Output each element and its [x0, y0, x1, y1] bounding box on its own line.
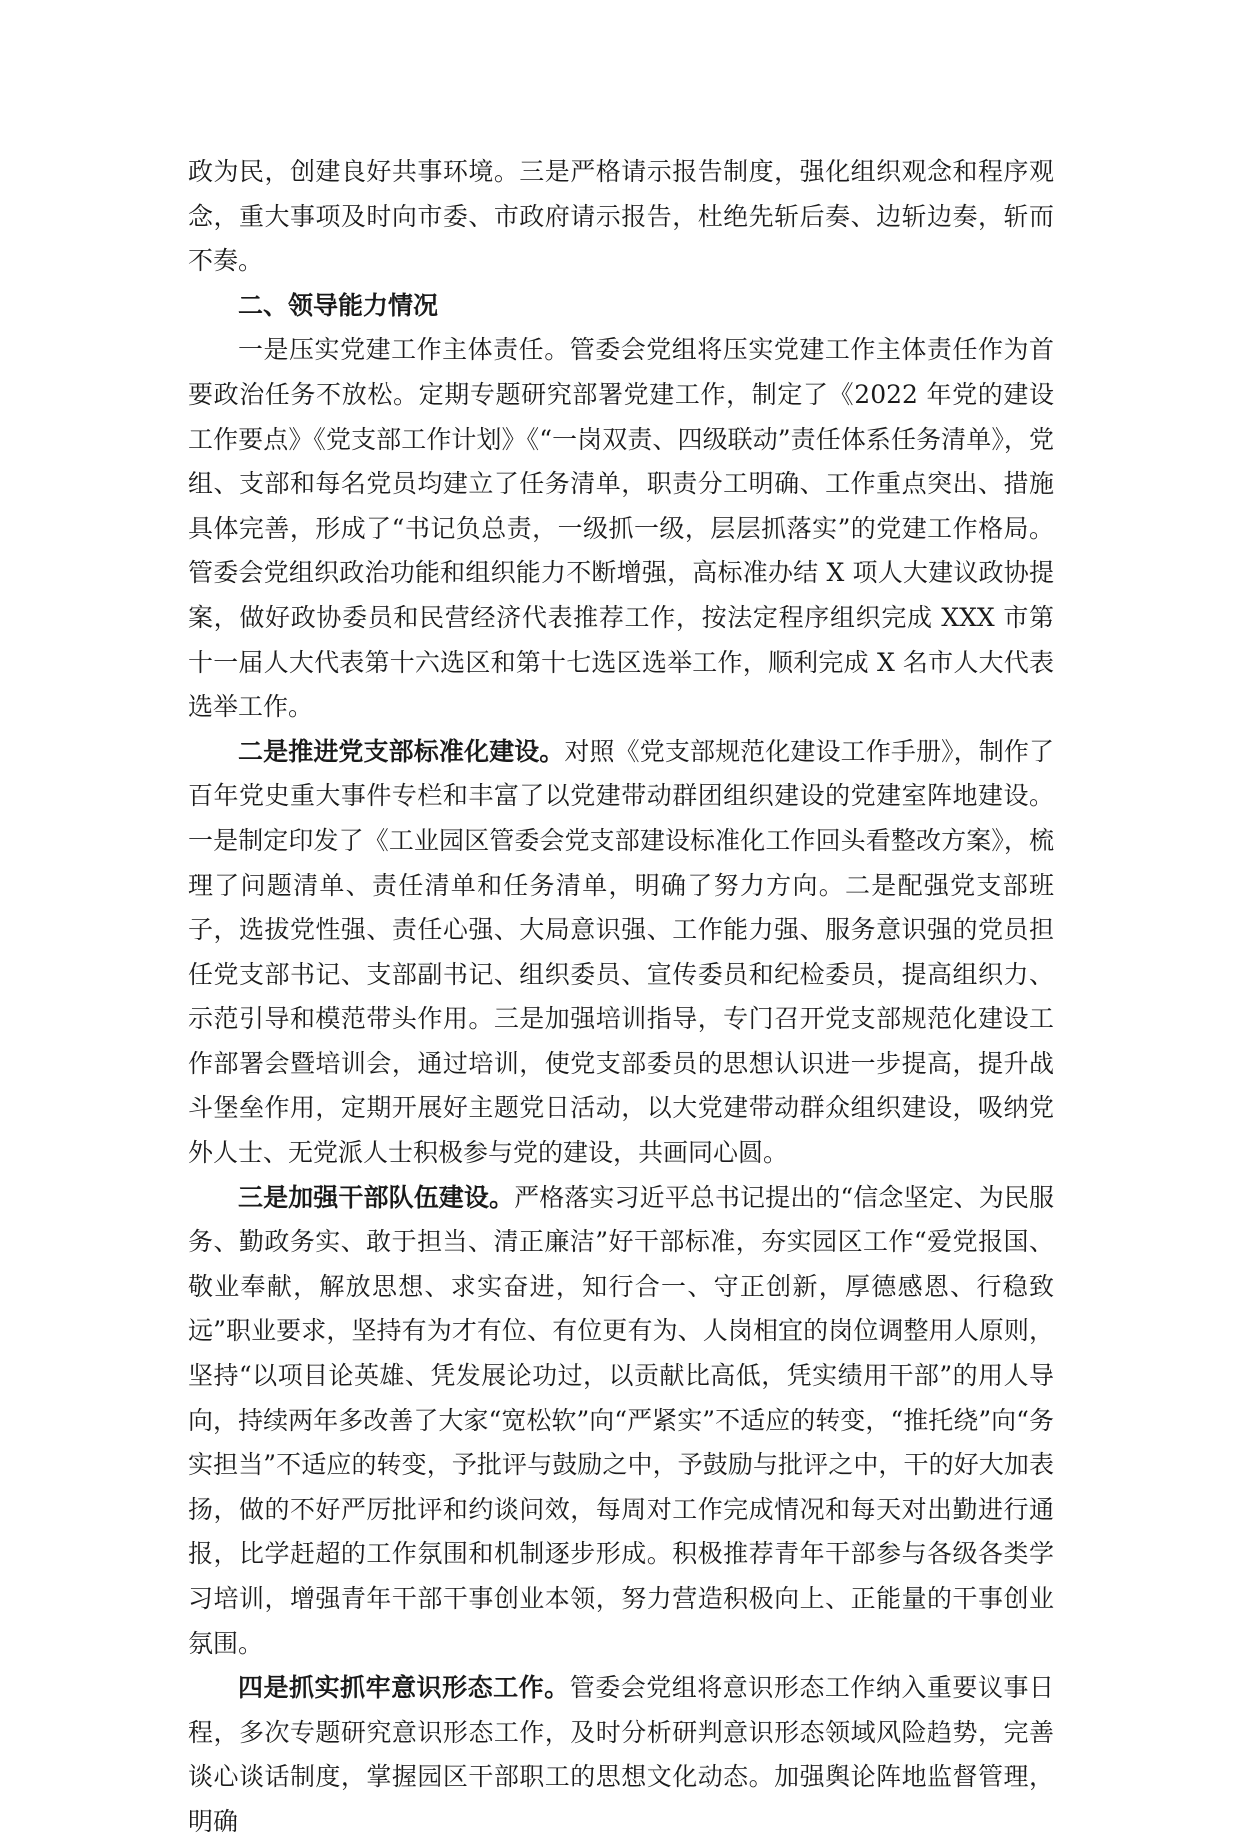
continuation-paragraph: 政为民，创建良好共事环境。三是严格请示报告制度，强化组织观念和程序观念，重大事项及时向市委、市政府请示报告，杜绝先斩后奏、边斩边奏，斩而不奏。	[188, 157, 1054, 276]
section-heading: 二、领导能力情况	[238, 290, 439, 320]
paragraph-body: 对照《党支部规范化建设工作手册》，制作了百年党史重大事件专栏和丰富了以党建带动群团组织建设的党建室阵地建设。一是制定印发了《工业园区管委会党支部建设标准化工作回头看整改方案》，梳理了问题清单、责任清单和任务清单，明确了努力方向。二是配强党支部班子，选拔党性强、责任心强、大局意识强、工作能力强、服务意识强的党员担任党支部书记、支部副书记、组织委员、宣传委员和纪检委员，提高组织力、示范引导和模范带头作用。三是加强培训指导，专门召开党支部规范化建设工作部署会暨培训会，通过培训，使党支部委员的思想认识进一步提高，提升战斗堡垒作用，定期开展好主题党日活动，以大党建带动群众组织建设，吸纳党外人士、无党派人士积极参与党的建设，共画同心圆。	[188, 736, 1054, 1168]
paragraph-lead: 二是推进党支部标准化建设。	[238, 736, 565, 766]
paragraph-branch-standardization	[188, 730, 1054, 1176]
paragraph-party-building-responsibility: 一是压实党建工作主体责任。管委会党组将压实党建工作主体责任作为首要政治任务不放松。定期专题研究部署党建工作，制定了《2022 年党的建设工作要点》《党支部工作计划》《“一岗双责、四级联动”责任体系任务清单》，党组、支部和每名党员均建立了任务清单，职责分工明确、工作重点突出、措施具体完善，形成了“书记负总责，一级抓一级，层层抓落实”的党建工作格局。管委会党组织政治功能和组织能力不断增强，高标准办结 X 项人大建议政协提案，做好政协委员和民营经济代表推荐工作，按法定程序组织完成 XXX 市第十一届人大代表第十六选区和第十七选区选举工作，顺利完成 X 名市人大代表选举工作。	[188, 335, 1054, 722]
paragraph-lead: 四是抓实抓牢意识形态工作。	[238, 1673, 570, 1703]
paragraph-cadre-team	[188, 1176, 1054, 1667]
paragraph-body: 严格落实习近平总书记提出的“信念坚定、为民服务、勤政务实、敢于担当、清正廉洁”好干部标准，夯实园区工作“爱党报国、敬业奉献，解放思想、求实奋进，知行合一、守正创新，厚德感恩、行稳致远”职业要求，坚持有为才有位、有位更有为、人岗相宜的岗位调整用人原则，坚持“以项目论英雄、凭发展论功过，以贡献比高低，凭实绩用干部”的用人导向，持续两年多改善了大家“宽松软”向“严紧实”不适应的转变，“推托绕”向“务实担当”不适应的转变，予批评与鼓励之中，予鼓励与批评之中，干的好大加表扬，做的不好严厉批评和约谈问效，每周对工作完成情况和每天对出勤进行通报，比学赶超的工作氛围和机制逐步形成。积极推荐青年干部参与各级各类学习培训，增强青年干部干事创业本领，努力营造积极向上、正能量的干事创业氛围。	[188, 1182, 1054, 1658]
paragraph-lead: 三是加强干部队伍建设。	[238, 1182, 515, 1212]
paragraph-body: 管委会党组将意识形态工作纳入重要议事日程，多次专题研究意识形态工作，及时分析研判意识形态领域风险趋势，完善谈心谈话制度，掌握园区干部职工的思想文化动态。加强舆论阵地监督管理，明确	[188, 1673, 1054, 1836]
document-page	[188, 150, 1054, 1845]
paragraph-ideology-work	[188, 1666, 1054, 1844]
